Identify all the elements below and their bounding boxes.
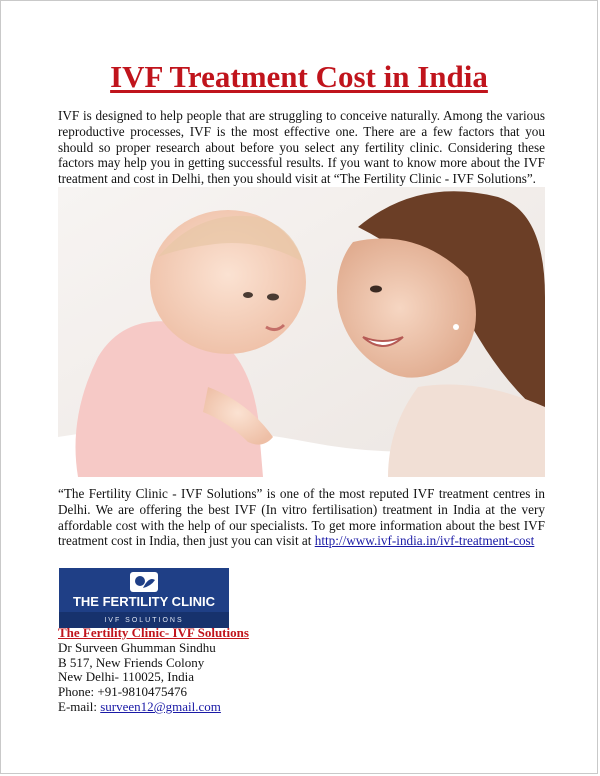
address-line-2: New Delhi- 110025, India [58,669,194,685]
clinic-paragraph [58,486,545,549]
mother-child-emblem-icon [130,572,158,592]
ivf-cost-link[interactable]: http://www.ivf-india.in/ivf-treatment-cost [314,533,535,549]
phone: Phone: +91-9810475476 [58,684,188,700]
doctor-name: Dr Surveen Ghumman Sindhu [58,639,216,655]
clinic-name: The Fertility Clinic- IVF Solutions [58,625,249,640]
page-title: IVF Treatment Cost in India [110,59,488,94]
intro-paragraph: IVF is designed to help people that are struggling to conceive naturally. Among the various reproductive processes, IVF is the most effective one. There are a few factors that you should so proper research about before you select any fertility clinic. Considering these factors may help you in getting successful results. If you want to know more about the IVF treatment and cost in Delhi, then you should visit at “The Fertility Clinic - IVF Solutions”. [58,108,545,187]
contact-block [58,626,249,715]
email-label: E-mail: [58,698,101,714]
hero-image-baby-and-mother [58,187,545,477]
address-line-1: B 517, New Friends Colony [58,654,205,670]
fertility-clinic-logo [59,568,229,628]
logo-line-2: IVF SOLUTIONS [104,617,184,624]
email-row [58,700,249,715]
logo-line-1: THE FERTILITY CLINIC [72,594,216,609]
clinic-paragraph-text: “The Fertility Clinic - IVF Solutions” is one of the most reputed IVF treatment centres in Delhi. We are offering the best IVF (In vitro fertilisation) treatment in India at the very affordable cost with the help of our specialists. To get more information about the best IVF treatment cost in India, then just you can visit at [58,486,545,549]
email-link[interactable]: surveen12@gmail.com [100,698,221,714]
